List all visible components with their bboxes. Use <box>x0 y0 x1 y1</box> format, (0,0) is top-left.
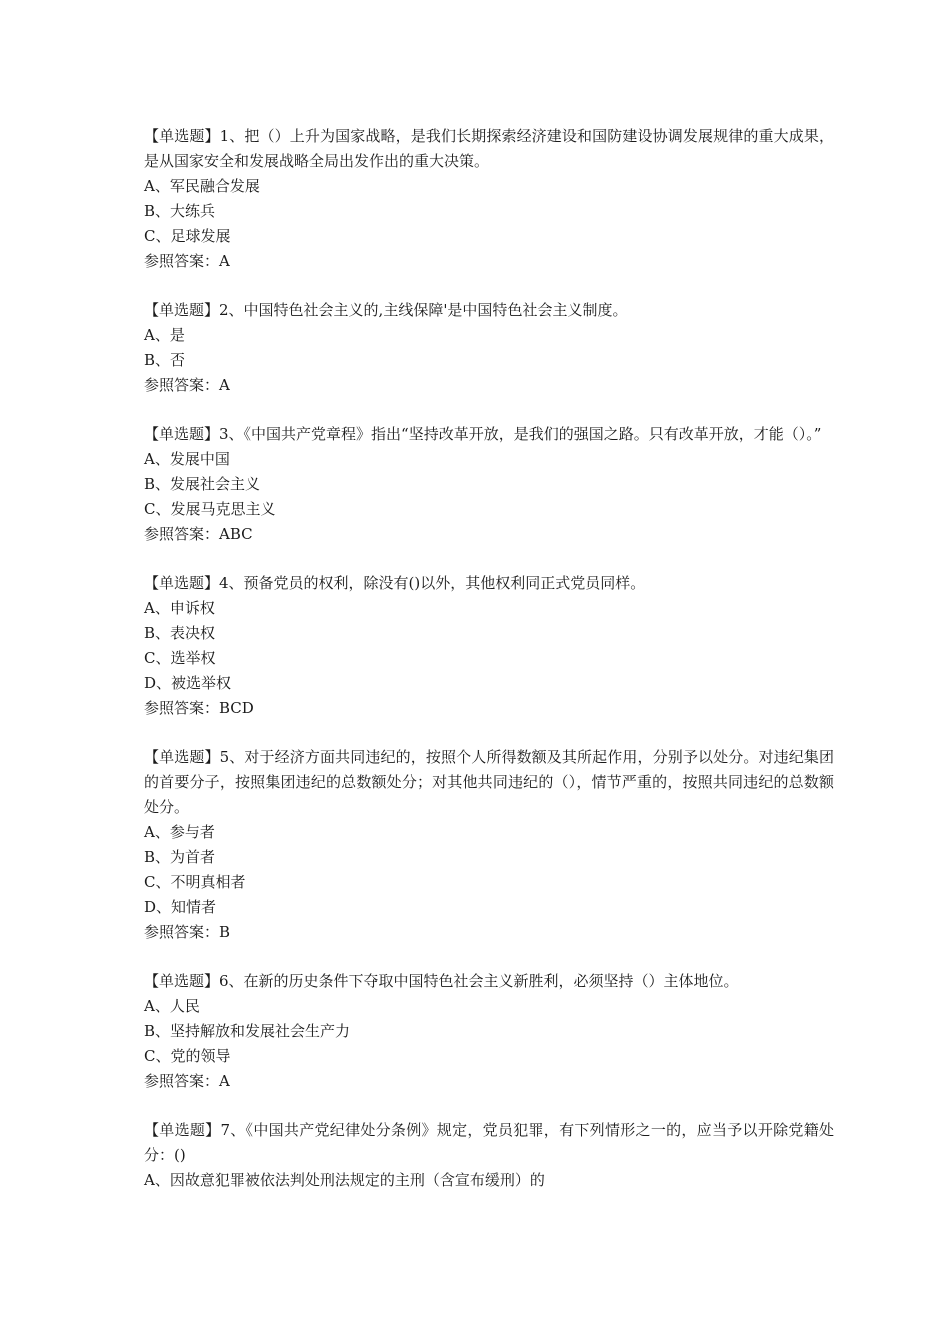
question-1 <box>144 124 834 274</box>
question-5 <box>144 745 834 945</box>
question-text: 【单选题】5、对于经济方面共同违纪的，按照个人所得数额及其所起作用，分别予以处分。对违纪集团的首要分子，按照集团违纪的总数额处分；对其他共同违纪的（），情节严重的，按照共同违纪的总数额处分。 <box>144 748 834 816</box>
question-4 <box>144 571 834 721</box>
option-b: B、坚持解放和发展社会生产力 <box>144 1022 351 1040</box>
question-3 <box>144 422 834 547</box>
option-a: A、参与者 <box>144 823 215 841</box>
question-2 <box>144 298 834 398</box>
question-text: 【单选题】4、预备党员的权利，除没有()以外，其他权利同正式党员同样。 <box>144 574 646 592</box>
reference-answer: 参照答案：A <box>144 252 230 270</box>
option-c: C、足球发展 <box>144 227 231 245</box>
option-a: A、人民 <box>144 997 200 1015</box>
option-d: D、知情者 <box>144 898 217 916</box>
reference-answer: 参照答案：A <box>144 376 230 394</box>
option-c: C、不明真相者 <box>144 873 246 891</box>
option-b: B、发展社会主义 <box>144 475 261 493</box>
question-text: 【单选题】3、《中国共产党章程》指出“坚持改革开放，是我们的强国之路。只有改革开放，才能（）。” <box>144 425 822 443</box>
question-text: 【单选题】7、《中国共产党纪律处分条例》规定，党员犯罪，有下列情形之一的，应当予以开除党籍处分：() <box>144 1121 834 1164</box>
option-a: A、申诉权 <box>144 599 215 617</box>
reference-answer: 参照答案：A <box>144 1072 230 1090</box>
question-text: 【单选题】2、中国特色社会主义的,主线保障'是中国特色社会主义制度。 <box>144 301 628 319</box>
reference-answer: 参照答案：B <box>144 923 231 941</box>
option-c: C、选举权 <box>144 649 216 667</box>
question-text: 【单选题】6、在新的历史条件下夺取中国特色社会主义新胜利，必须坚持（）主体地位。 <box>144 972 739 990</box>
option-c: C、发展马克思主义 <box>144 500 276 518</box>
option-b: B、大练兵 <box>144 202 216 220</box>
document-page <box>144 124 834 1217</box>
option-b: B、表决权 <box>144 624 216 642</box>
option-b: B、否 <box>144 351 186 369</box>
option-a: A、因故意犯罪被依法判处刑法规定的主刑（含宣布缓刑）的 <box>144 1171 545 1189</box>
option-b: B、为首者 <box>144 848 216 866</box>
question-text: 【单选题】1、把（）上升为国家战略，是我们长期探索经济建设和国防建设协调发展规律的重大成果，是从国家安全和发展战略全局出发作出的重大决策。 <box>144 127 834 170</box>
reference-answer: 参照答案：BCD <box>144 699 254 717</box>
option-a: A、是 <box>144 326 185 344</box>
option-d: D、被选举权 <box>144 674 232 692</box>
option-a: A、发展中国 <box>144 450 230 468</box>
option-c: C、党的领导 <box>144 1047 231 1065</box>
reference-answer: 参照答案：ABC <box>144 525 253 543</box>
question-6 <box>144 969 834 1094</box>
option-a: A、军民融合发展 <box>144 177 260 195</box>
question-7 <box>144 1118 834 1193</box>
